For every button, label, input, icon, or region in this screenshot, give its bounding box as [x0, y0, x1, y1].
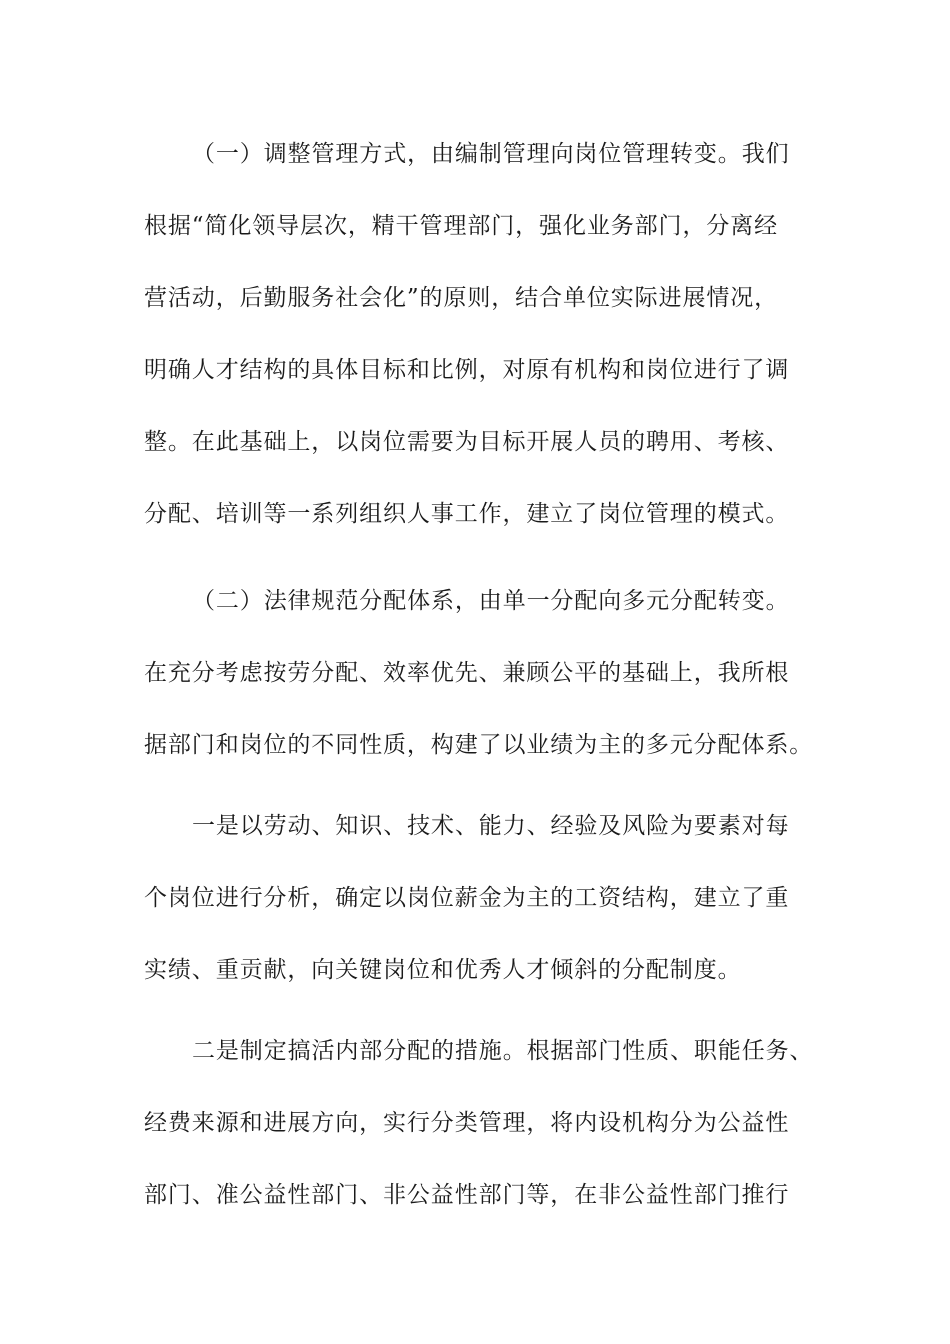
paragraph-1-line-5: 整。在此基础上，以岗位需要为目标开展人员的聘用、考核、 [144, 429, 790, 455]
paragraph-3-line-1: 一是以劳动、知识、技术、能力、经验及风险为要素对每 [192, 813, 790, 839]
paragraph-4-line-2: 经费来源和进展方向，实行分类管理，将内设机构分为公益性 [144, 1110, 790, 1136]
paragraph-1-line-4: 明确人才结构的具体目标和比例，对原有机构和岗位进行了调 [144, 357, 790, 383]
paragraph-1-line-3: 营活动，后勤服务社会化”的原则，结合单位实际进展情况， [144, 285, 779, 311]
paragraph-4-line-3: 部门、准公益性部门、非公益性部门等，在非公益性部门推行 [144, 1182, 790, 1208]
paragraph-2-line-2: 在充分考虑按劳分配、效率优先、兼顾公平的基础上，我所根 [144, 660, 790, 686]
paragraph-3-line-2: 个岗位进行分析，确定以岗位薪金为主的工资结构，建立了重 [144, 885, 790, 911]
paragraph-1-line-1: （一）调整管理方式，由编制管理向岗位管理转变。我们 [192, 141, 790, 167]
paragraph-2-line-3: 据部门和岗位的不同性质，构建了以业绩为主的多元分配体系。 [144, 732, 814, 758]
paragraph-4-line-1: 二是制定搞活内部分配的措施。根据部门性质、职能任务、 [192, 1038, 814, 1064]
paragraph-2-line-1: （二）法律规范分配体系，由单一分配向多元分配转变。 [192, 588, 790, 614]
paragraph-1-line-2: 根据“简化领导层次，精干管理部门，强化业务部门，分离经 [144, 213, 779, 239]
paragraph-1-line-6: 分配、培训等一系列组织人事工作，建立了岗位管理的模式。 [144, 501, 790, 527]
paragraph-3-line-3: 实绩、重贡献，向关键岗位和优秀人才倾斜的分配制度。 [144, 957, 742, 983]
